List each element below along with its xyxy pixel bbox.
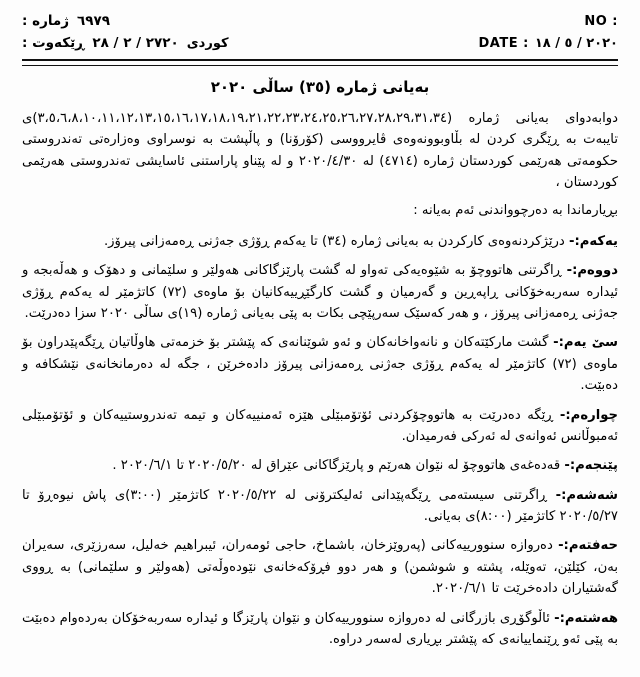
clause-4 bbox=[22, 405, 618, 448]
clause-7-text: دەروازە سنوورییەکانی (پەروێزخان، باشماخ، حاجی ئومەران، ئیبراهیم خەلیل، سەرزێری، سەیران بەن، کێلێن، تەوێلە، پشتە و شوشمن) و هەر دوو فڕۆکەخانەی نێودەوڵەتی (هەولێر و سلێمانی) بە ڕووی گەشتیاران دادەخرێت تا ٢٠٢٠/٦/١. bbox=[22, 538, 618, 597]
date-label: DATE : bbox=[478, 35, 529, 51]
header-row-no bbox=[22, 10, 618, 32]
clause-6 bbox=[22, 485, 618, 528]
clause-1-text: درێژکردنەوەی کارکردن بە بەیانی ژمارە (٣٤) تا یەکەم ڕۆژی جەژنی ڕەمەزانی پیرۆز. bbox=[103, 233, 565, 249]
header-zhmare-group bbox=[22, 13, 110, 29]
clause-3-label: سێ یەم:- bbox=[553, 335, 619, 351]
clause-1 bbox=[22, 231, 618, 252]
intro-paragraph: دوابەدوای بەیانی ژمارە (٣،٥،٦،٨،١٠،١١،١٢،١٣،١٥،١٦،١٧،١٨،١٩،٢١،٢٢،٢٣،٢٤،٢٥،٢٦،٢٧،٢٨،٢٩،٣١،٣٤)ی تایبەت بە ڕێگری کردن لە بڵاوبوونەوەی ڤایرووسی (کۆرۆنا) و پاڵپشت بە نوسراوی وەزارەتی تەندروستی حکومەتی هەرێمی کوردستان ژمارە (٤٧١٤) لە ٢٠٢٠/٤/٣٠ و لە پێناو پاراستنی ئاسایشی تەندروستی هەرێمی کوردستان ، bbox=[22, 111, 618, 191]
clause-3-text: گشت مارکێتەکان و نانەواخانەکان و ئەو شوێنانەی کە پێشتر بۆ خزمەتی هاوڵاتیان ڕێگەپێدراون بۆ ماوەی (٧٢) کاتژمێر لە یەکەم ڕۆژی جەژنی ڕەمەزانی پیرۆز دادەخرێن ، جگە لە دەرمانخانەی نێشکافە و دەبێت. bbox=[22, 335, 618, 394]
date-value: ٢٠٢٠ / ٥ / ١٨ bbox=[534, 35, 618, 51]
clause-6-label: شەشەم:- bbox=[555, 487, 618, 503]
clause-5 bbox=[22, 455, 618, 476]
clause-1-label: یەکەم:- bbox=[568, 233, 618, 249]
no-label: NO : bbox=[584, 13, 618, 29]
header-no-group bbox=[584, 14, 618, 29]
zhmare-value: ٦٩٧٩ bbox=[77, 13, 111, 29]
clause-7-label: حەفتەم:- bbox=[558, 538, 619, 554]
declaration-line: بڕیارماندا بە دەرچوواندنی ئەم بەیانە : bbox=[413, 202, 618, 218]
clause-2-label: دووەم:- bbox=[566, 263, 618, 279]
page-title: بەیانی ژمارە (٣٥) ساڵی ٢٠٢٠ bbox=[210, 78, 430, 96]
zhmare-label: ژماره : bbox=[22, 13, 70, 29]
clause-8-text: ئاڵوگۆڕی بازرگانی لە دەروازە سنوورییەکان و نێوان پارێزگا و ئیدارە سەربەخۆکان بەردەوام دەبێت بە پێی ئەو ڕێنماییانەی کە پێشتر بڕیاری لەسەر دراوە. bbox=[22, 610, 618, 647]
clause-4-label: چوارەم:- bbox=[559, 407, 618, 423]
clause-8-label: هەشتەم:- bbox=[554, 610, 619, 626]
clause-5-label: پێنجەم:- bbox=[564, 458, 618, 474]
rekewt-value: ٢٧٢٠ / ٢ / ٢٨ bbox=[92, 35, 179, 51]
header-date-group bbox=[478, 36, 618, 51]
header-row-date bbox=[22, 32, 618, 54]
document-body bbox=[22, 108, 618, 650]
clause-8 bbox=[22, 608, 618, 651]
document-header bbox=[22, 10, 618, 61]
kurdi-label: کوردی bbox=[186, 35, 229, 51]
clause-6-text: ڕاگرتنی سیستەمی ڕێگەپێدانی ئەلیکترۆنی لە ٢٠٢٠/٥/٢٢ کاتژمێر (٣:٠٠)ی پاش نیوەڕۆ تا ٢٠٢٠/٥/٢٧ کاتژمێر (٨:٠٠)ی بەیانی. bbox=[22, 487, 618, 524]
header-divider bbox=[22, 65, 618, 66]
clause-5-text: قەدەغەی هاتووچۆ لە نێوان هەرێم و پارێزگاکانی عێراق لە ٢٠٢٠/٥/٢٠ تا ٢٠٢٠/٦/١ . bbox=[112, 458, 561, 474]
clause-7 bbox=[22, 535, 618, 599]
clause-4-text: ڕێگە دەدرێت بە هاتووچۆکردنی ئۆتۆمبێلی هێزە ئەمنییەکان و تیمە تەندروستییەکان و ئۆتۆمبێلی ئەمبوڵانس ئەوانەی لە ئەرکی فەرمیدان. bbox=[22, 407, 618, 444]
rekewt-label: ڕێکەوت : bbox=[22, 35, 85, 51]
clause-2 bbox=[22, 260, 618, 324]
header-rekewt-group bbox=[22, 35, 229, 51]
clause-3 bbox=[22, 332, 618, 396]
clause-2-text: ڕاگرتنی هاتووچۆ بە شێوەیەکی تەواو لە گشت پارێزگاکانی هەولێر و سلێمانی و دهۆک و هەڵەبجە و ئیدارە سەربەخۆکانی ڕاپەڕین و گەرمیان و گشت کارگێڕییەکانیان بۆ ماوەی (٧٢) کاتژمێر لە یەکەم ڕۆژی جەژنی ڕەمەزانی پیرۆز ، و هەر کەسێک سەرپێچی بکات بە پێی بەیانی ژمارە (١٩)ی ساڵی ٢٠٢٠ سزا دەدرێت. bbox=[22, 263, 618, 321]
